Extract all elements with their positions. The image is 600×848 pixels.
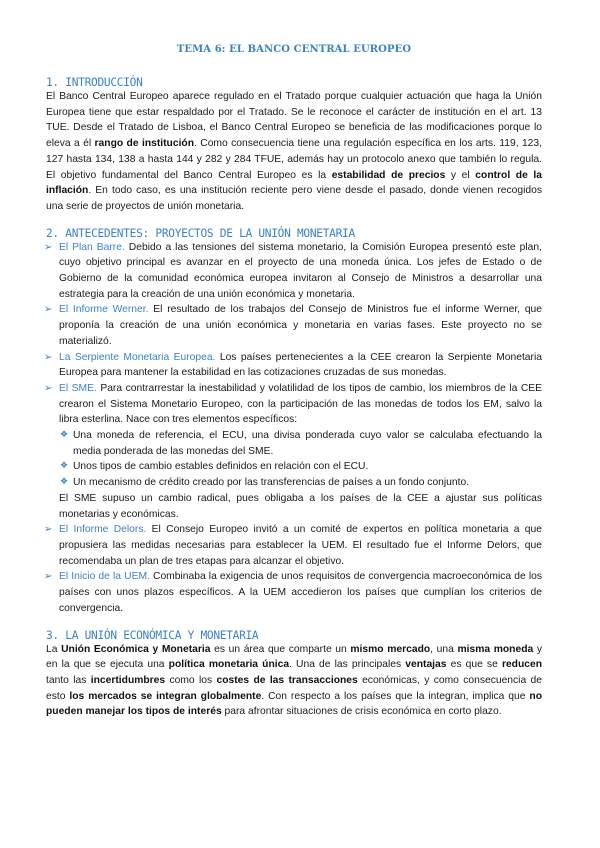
bold-term: no pueden manejar los tipos de interés xyxy=(46,690,543,718)
antecedentes-list xyxy=(46,240,542,617)
bold-term: reducen xyxy=(501,659,542,671)
arrow-bullet-icon: ➢ xyxy=(44,382,53,394)
bold-term: control de la inflación xyxy=(46,169,542,197)
list-item: ➢ La Serpiente Monetaria Europea. Los países pertenecientes a la CEE crearon la Serpiente Monetaria Europea para mantener la estabilidad en las cotizaciones cruzadas de sus monedas. xyxy=(44,351,542,379)
intro-paragraph: El Banco Central Europeo aparece regulado en el Tratado porque cualquier actuación que haga la Unión Europea tiene que estar respaldado por el Tratado. Se le reconoce el carácter de institución en el art. 13 TUE. Desde el Tratado de Lisboa, el Banco Central Europeo se beneficia de las modificaciones porque lo eleva a él rango de institución. Como consecuencia tiene una regulación específica en los arts. 119, 123, 127 hasta 134, 138 a hasta 144 y 282 y 284 TFUE, además hay un protocolo anexo que también lo regula. El objetivo fundamental del Banco Central Europeo es la estabilidad de precios y el control de la inflación. En todo caso, es una institución reciente pero viene desde el pasado, donde vienen recogidos una serie de proyectos de unión monetaria. xyxy=(46,91,542,212)
list-item: ➢ El SME. Para contrarrestar la inestabilidad y volatilidad de los tipos de cambio, los miembros de la CEE crearon el Sistema Monetario Europeo, con la participación de las monedas de todos los EM, salvo la libra esterlina. Nace con tres elementos específicos: ❖ Una moneda de referencia, el ECU, una divisa ponderada cuyo valor se calculaba efectuando la media ponderada de las monedas del SME. ❖ Unos tipos de cambio estables definidos en relación con el ECU. ❖ Un mecanismo de crédito creado por las transferencias de países a un fondo conjunto. El SME supuso un cambio radical, pues obligaba a los países de la CEE a ajustar sus políticas monetarias y económicas. xyxy=(46,381,542,522)
section-uem xyxy=(46,629,542,721)
bold-term: estabilidad de precios xyxy=(331,169,446,181)
item-term: El Plan Barre. xyxy=(59,241,125,253)
arrow-bullet-icon: ➢ xyxy=(44,241,53,253)
uem-paragraph: La Unión Económica y Monetaria es un área que comparte un mismo mercado, una misma moneda y en la que se ejecuta una política monetaria única. Una de las principales ventajas es que se reducen tanto las incertidumbres como los costes de las transacciones económicas, y como consecuencia de esto los mercados se integran globalmente. Con respecto a los países que la integran, implica que no pueden manejar los tipos de interés para afrontar situaciones de crisis económica en corto plazo. xyxy=(46,643,543,718)
page-title: TEMA 6: EL BANCO CENTRAL EUROPEO xyxy=(176,44,412,55)
section-heading-2: 2. ANTECEDENTES: PROYECTOS DE LA UNIÓN MONETARIA xyxy=(46,226,355,240)
bold-term: ventajas xyxy=(405,659,447,671)
sme-conclusion: El SME supuso un cambio radical, pues obligaba a los países de la CEE a ajustar sus políticas monetarias y económicas. xyxy=(59,492,542,520)
sub-list-item: ❖ Una moneda de referencia, el ECU, una divisa ponderada cuyo valor se calculaba efectuando la media ponderada de las monedas del SME. xyxy=(60,430,542,457)
bold-term: costes de las transacciones xyxy=(216,674,358,686)
diamond-bullet-icon: ❖ xyxy=(60,477,69,488)
section-heading-1: 1. INTRODUCCIÓN xyxy=(46,76,143,89)
item-term: El Informe Werner. xyxy=(59,304,149,316)
section-introduccion xyxy=(46,76,542,215)
bold-term: rango de institución xyxy=(94,138,195,150)
diamond-bullet-icon: ❖ xyxy=(60,461,69,472)
arrow-bullet-icon: ➢ xyxy=(44,524,53,536)
diamond-bullet-icon: ❖ xyxy=(60,430,69,441)
sme-elements-list xyxy=(59,428,542,491)
sub-list-item: ❖ Unos tipos de cambio estables definidos en relación con el ECU. xyxy=(59,459,542,475)
bold-term: incertidumbres xyxy=(90,674,166,686)
arrow-bullet-icon: ➢ xyxy=(44,571,53,583)
item-term: La Serpiente Monetaria Europea. xyxy=(59,351,216,363)
arrow-bullet-icon: ➢ xyxy=(44,304,53,316)
section-heading-3: 3. LA UNIÓN ECONÓMICA Y MONETARIA xyxy=(46,628,259,642)
item-term: El SME. xyxy=(59,382,97,394)
bold-term: los mercados se integran globalmente xyxy=(69,690,262,702)
bold-term: Unión Económica y Monetaria xyxy=(61,643,211,655)
bold-term: política monetaria única xyxy=(168,659,290,671)
list-item: ➢ El Informe Delors. El Consejo Europeo invitó a un comité de expertos en política monetaria a que propusiera las medidas necesarias para establecer la UEM. El resultado fue el Informe Delors, que recomendaba un plan de tres etapas para alcanzar el objetivo. xyxy=(44,524,542,567)
list-item: ➢ El Informe Werner. El resultado de los trabajos del Consejo de Ministros fue el informe Werner, que proponía la creación de una unión económica y monetaria en varias fases. Este proyecto no se materializó. xyxy=(44,304,542,347)
item-term: El Informe Delors. xyxy=(59,524,147,536)
list-item: ➢ El Plan Barre. Debido a las tensiones del sistema monetario, la Comisión Europea presentó este plan, cuyo objetivo principal es avanzar en el proyecto de una moneda única. Los jefes de Estado o de Gobierno de la comunidad económica europea invitaron al Consejo de Ministros a desarrollar una estrategia para la creación de una unión económica y monetaria. xyxy=(44,241,542,300)
section-antecedentes xyxy=(46,227,542,617)
arrow-bullet-icon: ➢ xyxy=(44,351,53,363)
sub-list-item: ❖ Un mecanismo de crédito creado por las transferencias de países a un fondo conjunto. xyxy=(59,475,542,491)
item-term: El Inicio de la UEM. xyxy=(59,571,150,583)
bold-term: misma moneda xyxy=(457,643,534,655)
bold-term: mismo mercado xyxy=(350,643,431,655)
list-item: ➢ El Inicio de la UEM. Combinaba la exigencia de unos requisitos de convergencia macroeconómica de los países con unos plazos específicos. A la UEM accedieron los países que cumplían los criterios de convergencia. xyxy=(44,571,542,614)
